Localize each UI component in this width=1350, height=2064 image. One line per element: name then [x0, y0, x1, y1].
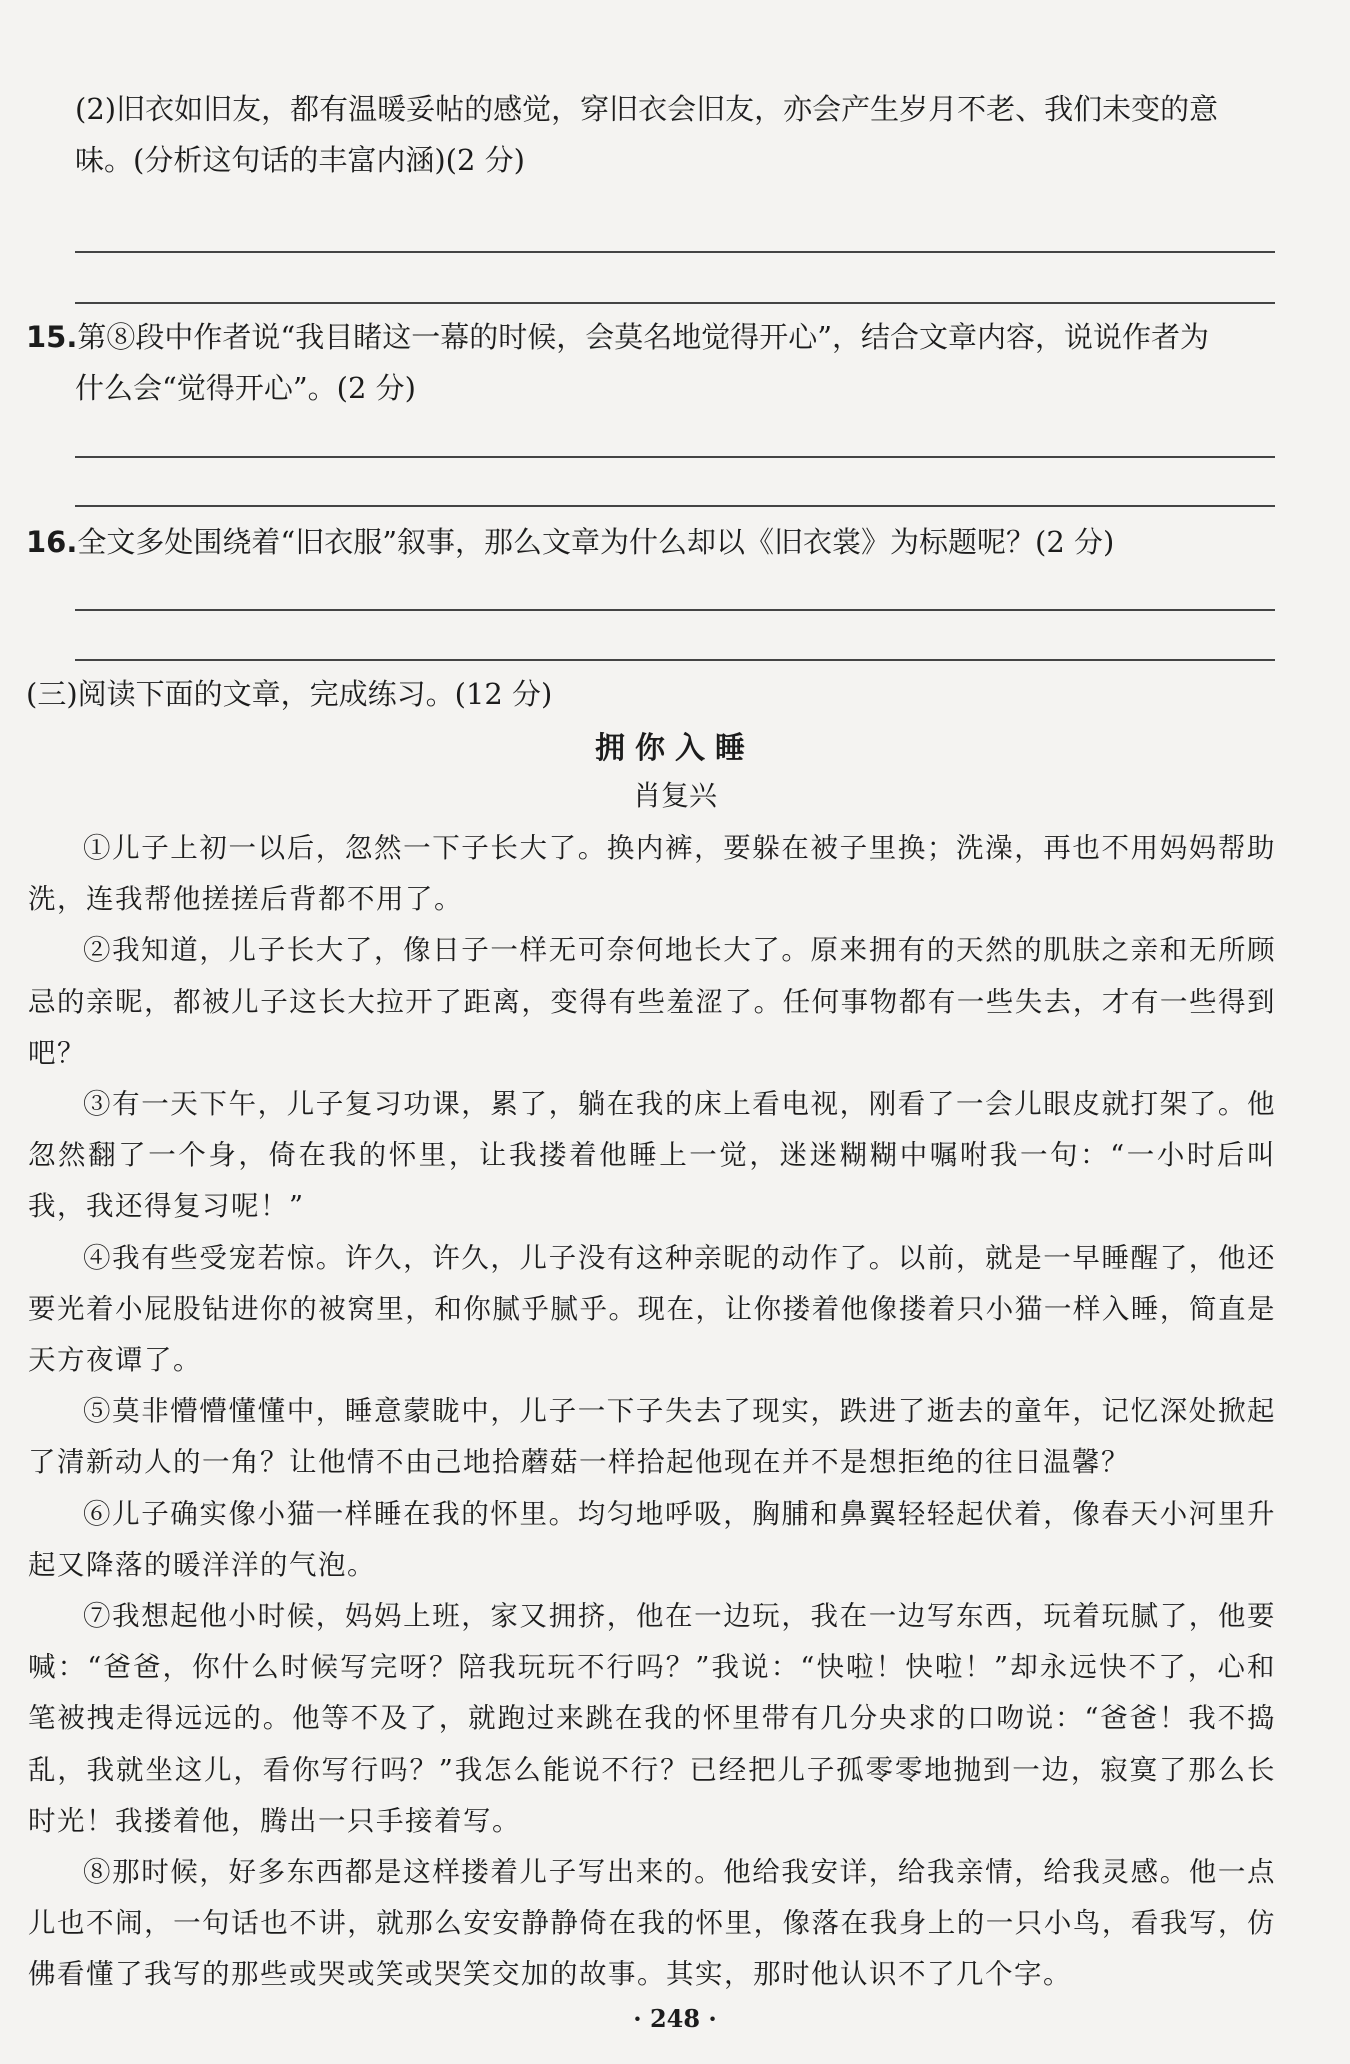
question-16 [26, 517, 1286, 568]
paragraph-5: ⑤莫非懵懵懂懂中，睡意蒙眬中，儿子一下子失去了现实，跌进了逝去的童年，记忆深处掀起了清新动人的一角？让他情不由己地拾蘑菇一样拾起他现在并不是想拒绝的往日温馨？ [28, 1395, 1276, 1479]
article-author: 肖复兴 [632, 779, 717, 812]
article-title: 拥你入睡 [595, 731, 755, 766]
section-heading: (三)阅读下面的文章，完成练习。(12 分) [26, 677, 553, 711]
paragraph-2: ②我知道，儿子长大了，像日子一样无可奈何地长大了。原来拥有的天然的肌肤之亲和无所顾忌的亲昵，都被儿子这长大拉开了距离，变得有些羞涩了。任何事物都有一些失去，才有一些得到吧？ [28, 934, 1276, 1069]
question-14-2 [75, 84, 1285, 186]
paragraph-6: ⑥儿子确实像小猫一样睡在我的怀里。均匀地呼吸，胸脯和鼻翼轻轻起伏着，像春天小河里升起又降落的暖洋洋的气泡。 [28, 1497, 1276, 1581]
paragraph-7: ⑦我想起他小时候，妈妈上班，家又拥挤，他在一边玩，我在一边写东西，玩着玩腻了，他要喊：“爸爸，你什么时候写完呀？陪我玩玩不行吗？”我说：“快啦！快啦！”却永远快不了，心和笔被拽走得远远的。他等不及了，就跑过来跳在我的怀里带有几分央求的口吻说：“爸爸！我不捣乱，我就坐这儿，看你写行吗？”我怎么能说不行？已经把儿子孤零零地抛到一边，寂寞了那么长时光！我搂着他，腾出一只手接着写。 [28, 1600, 1276, 1837]
question-14-2-line2: 味。(分析这句话的丰富内涵)(2 分) [75, 143, 525, 177]
paragraph-8: ⑧那时候，好多东西都是这样搂着儿子写出来的。他给我安详，给我亲情，给我灵感。他一点儿也不闹，一句话也不讲，就那么安安静静倚在我的怀里，像落在我身上的一只小鸟，看我写，仿佛看懂了我写的那些或哭或笑或哭笑交加的故事。其实，那时他认识不了几个字。 [28, 1856, 1276, 1991]
question-14-2-line1: (2)旧衣如旧友，都有温暖妥帖的感觉，穿旧衣会旧友，亦会产生岁月不老、我们未变的意 [75, 92, 1219, 126]
answer-line[interactable] [75, 609, 1275, 611]
page-number: · 248 · [633, 2004, 717, 2033]
answer-line[interactable] [75, 659, 1275, 661]
paragraph-4: ④我有些受宠若惊。许久，许久，儿子没有这种亲昵的动作了。以前，就是一早睡醒了，他还要光着小屁股钻进你的被窝里，和你腻乎腻乎。现在，让你搂着他像搂着只小猫一样入睡，简直是天方夜谭了。 [28, 1241, 1276, 1377]
question-number: 15. [26, 320, 78, 354]
question-number: 16. [26, 525, 78, 559]
paragraph-3: ③有一天下午，儿子复习功课，累了，躺在我的床上看电视，刚看了一会儿眼皮就打架了。他忽然翻了一个身，倚在我的怀里，让我搂着他睡上一觉，迷迷糊糊中嘱咐我一句：“一小时后叫我，我还得复习呢！” [28, 1088, 1276, 1223]
article-body [28, 823, 1276, 2001]
question-16-line1: 全文多处围绕着“旧衣服”叙事，那么文章为什么却以《旧衣裳》为标题呢？(2 分) [77, 525, 1115, 559]
answer-line[interactable] [75, 456, 1275, 458]
question-15-line1: 第⑧段中作者说“我目睹这一幕的时候，会莫名地觉得开心”，结合文章内容，说说作者为 [77, 320, 1210, 354]
paragraph-1: ①儿子上初一以后，忽然一下子长大了。换内裤，要躲在被子里换；洗澡，再也不用妈妈帮助洗，连我帮他搓搓后背都不用了。 [28, 832, 1276, 916]
answer-line[interactable] [75, 505, 1275, 507]
answer-line[interactable] [75, 251, 1275, 253]
answer-line[interactable] [75, 302, 1275, 304]
question-15-line2: 什么会“觉得开心”。(2 分) [75, 371, 416, 405]
question-15 [26, 312, 1286, 414]
